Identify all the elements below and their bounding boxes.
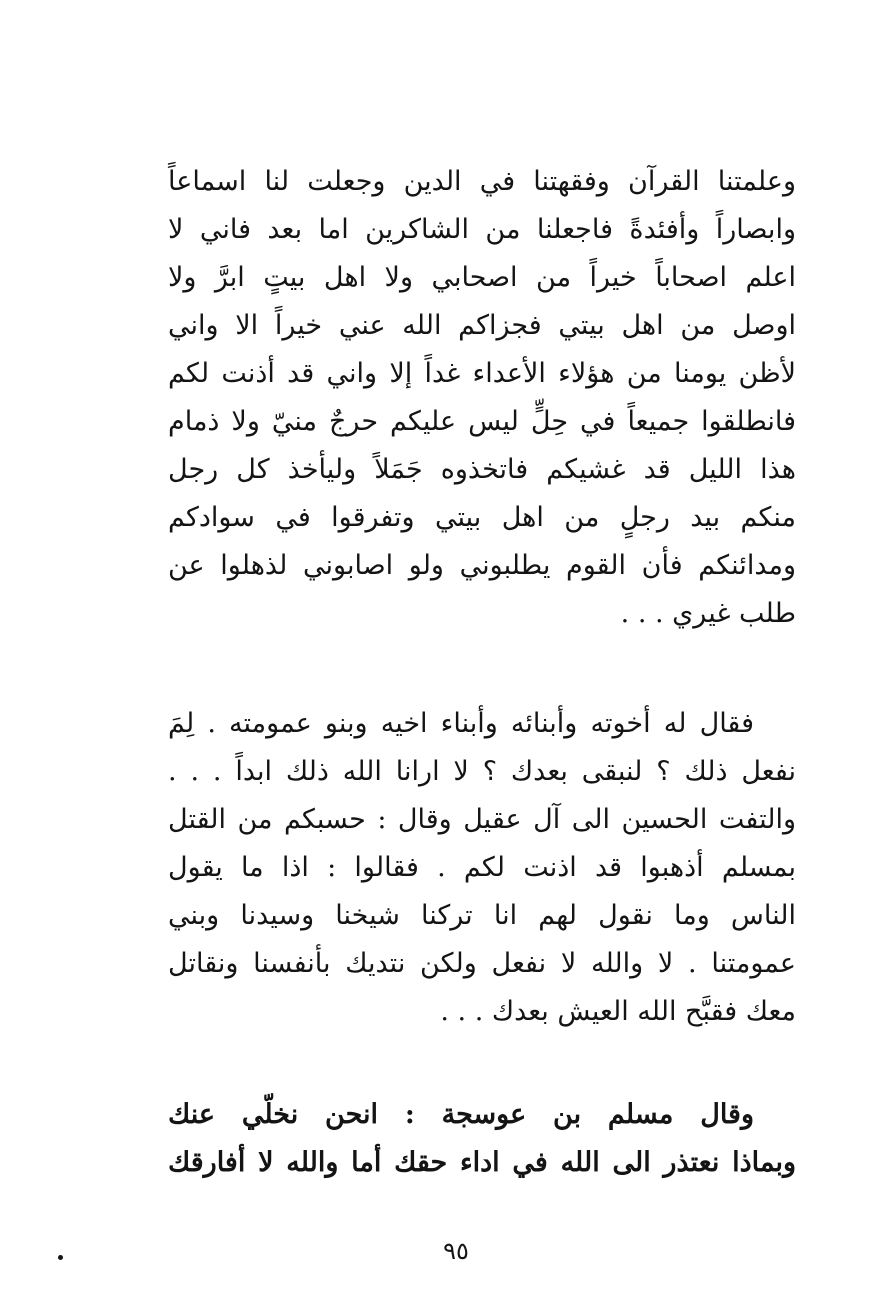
text-line: طلب غيري . . . [620,598,796,629]
paragraph-2 [168,700,796,1036]
text-line: اعلم اصحاباً خيراً من اصحابي ولا اهل بيتٍ ابرَّ ولا [168,262,796,293]
text-line: نفعل ذلك ؟ لنبقى بعدك ؟ لا ارانا الله ذلك ابداً . . . [168,756,796,787]
text-line: والتفت الحسين الى آل عقيل وقال : حسبكم من القتل [168,804,796,835]
text-line: اوصل من اهل بيتي فجزاكم الله عني خيراً الا واني [168,310,796,341]
text-line: عمومتنا . لا والله لا نفعل ولكن نتديك بأنفسنا ونقاتل [168,948,796,979]
paragraph-3 [168,1091,796,1187]
text-line: الناس وما نقول لهم انا تركنا شيخنا وسيدنا وبني [168,900,796,931]
text-line: وعلمتنا القرآن وفقهتنا في الدين وجعلت لنا اسماعاً [168,166,796,197]
page-number: ٩٥ [443,1237,469,1265]
text-line: فقال له أخوته وأبنائه وأبناء اخيه وبنو عمومته . لِمَ [168,708,754,739]
text-line: وابصاراً وأفئدةً فاجعلنا من الشاكرين اما بعد فاني لا [168,214,796,245]
margin-dot [58,1255,63,1260]
text-line: منكم بيد رجلٍ من اهل بيتي وتفرقوا في سوادكم [168,502,796,533]
text-line: وقال مسلم بن عوسجة : انحن نخلّي عنك [168,1099,754,1130]
text-line: لأظن يومنا من هؤلاء الأعداء غداً إلا واني قد أذنت لكم [168,358,796,389]
text-line: ومدائنكم فأن القوم يطلبوني ولو اصابوني لذهلوا عن [168,550,796,581]
text-line: هذا الليل قد غشيكم فاتخذوه جَمَلاً وليأخذ كل رجل [168,454,796,485]
text-line: معك فقبَّح الله العيش بعدك . . . [440,996,796,1027]
text-line: فانطلقوا جميعاً في حِلٍّ ليس عليكم حرجٌ منيّ ولا ذمام [168,406,796,437]
paragraph-1 [168,158,796,638]
text-line: وبماذا نعتذر الى الله في اداء حقك أما والله لا أفارقك [168,1147,796,1178]
text-line: بمسلم أذهبوا قد اذنت لكم . فقالوا : اذا ما يقول [168,852,796,883]
